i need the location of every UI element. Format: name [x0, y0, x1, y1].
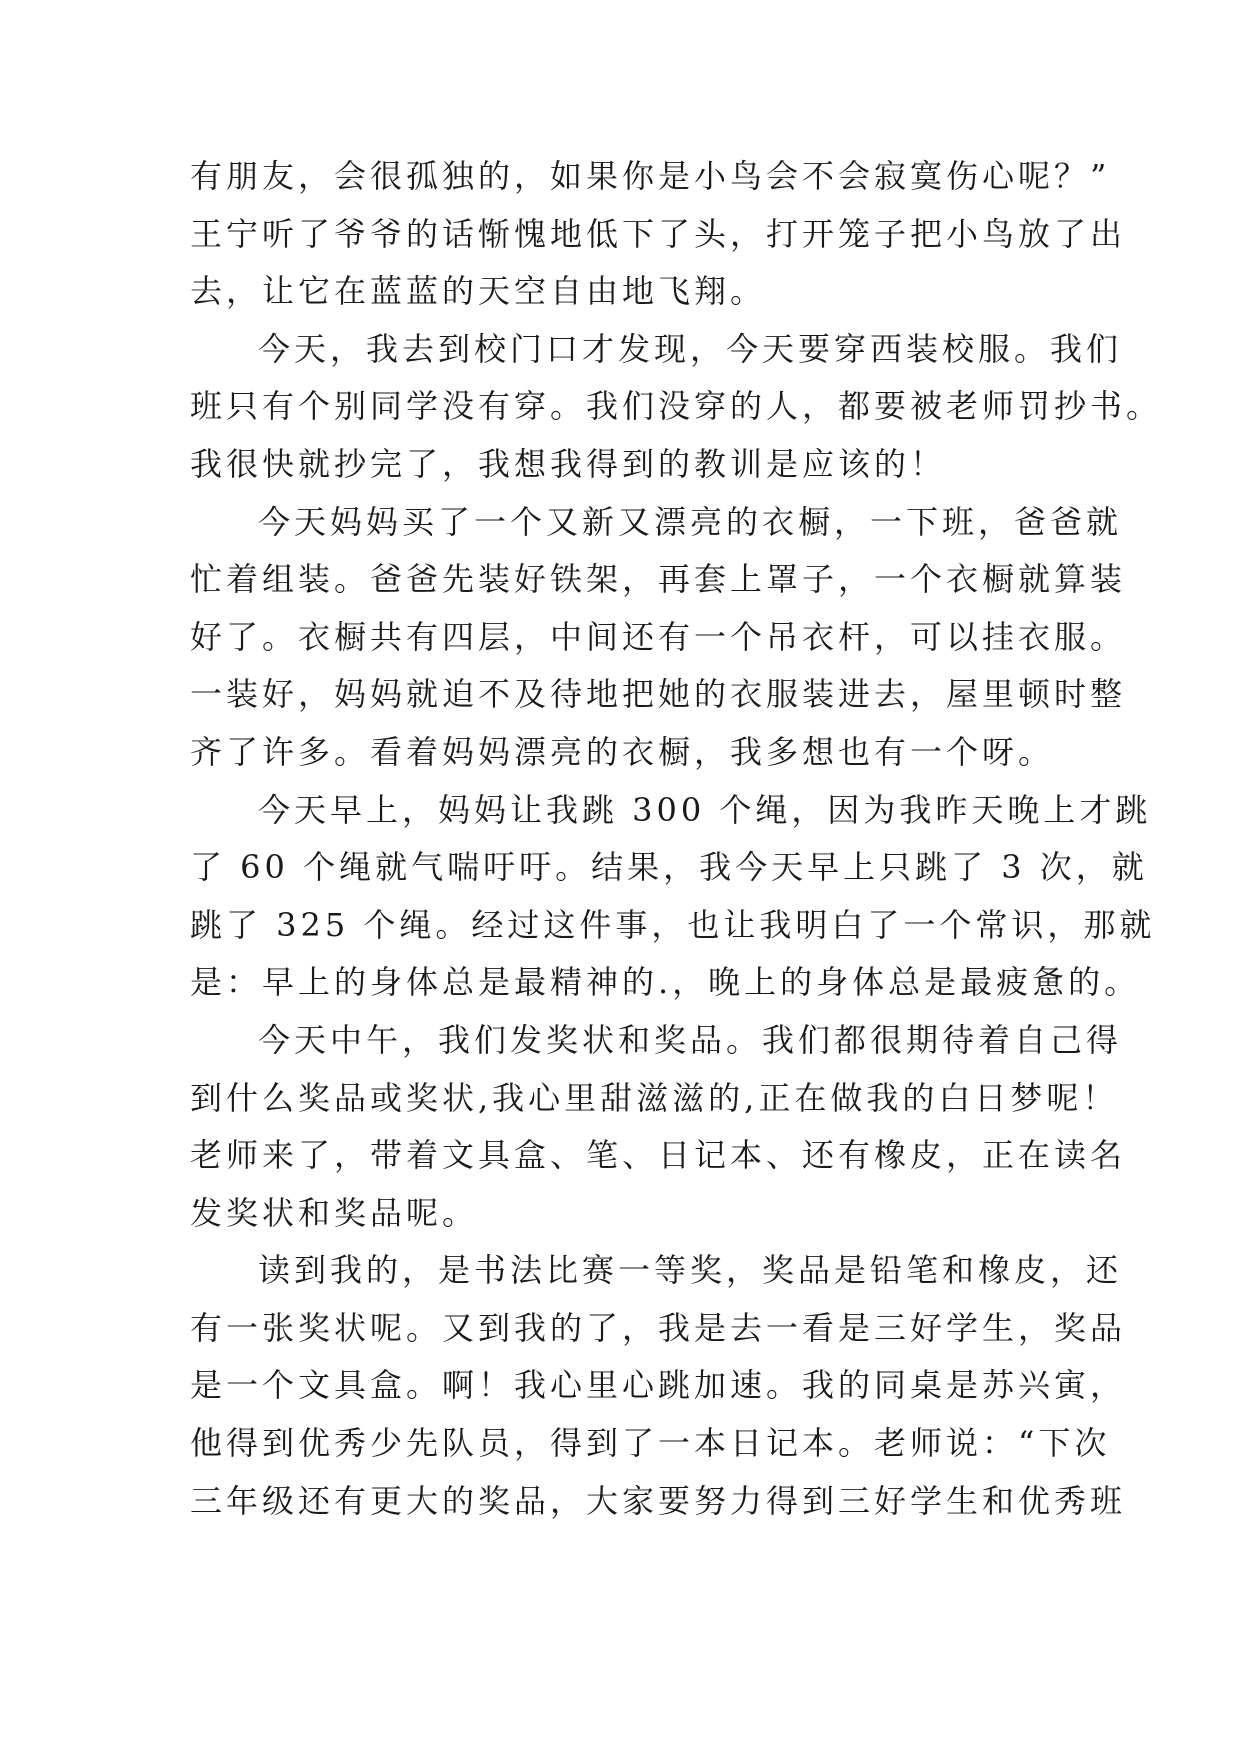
text-line: 去，让它在蓝蓝的天空自由地飞翔。: [190, 272, 767, 311]
text-line: 到什么奖品或奖状,我心里甜滋滋的,正在做我的白日梦呢！: [190, 1078, 1119, 1117]
text-line: 是：早上的身体总是最精神的.，晚上的身体总是最疲惫的。: [190, 963, 1141, 1002]
paragraph-start-line: 今天，我去到校门口才发现，今天要穿西装校服。我们: [258, 329, 1123, 368]
text-line: 有一张奖状呢。又到我的了，我是去一看是三好学生，奖品: [190, 1308, 1127, 1347]
document-body: [190, 148, 1163, 1530]
text-line: 忙着组装。爸爸先装好铁架，再套上罩子，一个衣橱就算装: [190, 560, 1127, 599]
text-line: 是一个文具盒。啊！我心里心跳加速。我的同桌是苏兴寅，: [190, 1366, 1127, 1405]
text-line: 一装好，妈妈就迫不及待地把她的衣服装进去，屋里顿时整: [190, 675, 1127, 714]
text-line: 发奖状和奖品呢。: [190, 1193, 479, 1232]
text-line: 好了。衣橱共有四层，中间还有一个吊衣杆，可以挂衣服。: [190, 617, 1127, 656]
text-line: 老师来了，带着文具盒、笔、日记本、还有橡皮，正在读名: [190, 1136, 1127, 1175]
text-line: 跳了 325 个绳。经过这件事，也让我明白了一个常识，那就: [190, 905, 1156, 944]
text-line: 王宁听了爷爷的话惭愧地低下了头，打开笼子把小鸟放了出: [190, 214, 1127, 253]
paragraph-start-line: 今天中午，我们发奖状和奖品。我们都很期待着自己得: [258, 1020, 1123, 1059]
text-line: 班只有个别同学没有穿。我们没穿的人，都要被老师罚抄书。: [190, 387, 1163, 426]
text-line: 有朋友，会很孤独的，如果你是小鸟会不会寂寞伤心呢？”: [190, 157, 1111, 195]
text-line: 了 60 个绳就气喘吁吁。结果，我今天早上只跳了 3 次，就: [190, 848, 1148, 887]
text-line: 齐了许多。看着妈妈漂亮的衣橱，我多想也有一个呀。: [190, 732, 1055, 771]
text-line: 三年级还有更大的奖品，大家要努力得到三好学生和优秀班: [190, 1481, 1127, 1520]
paragraph-start-line: 今天早上，妈妈让我跳 300 个绳，因为我昨天晚上才跳: [258, 790, 1152, 829]
text-line: 他得到优秀少先队员，得到了一本日记本。老师说：“下次: [190, 1424, 1111, 1463]
text-line: 我很快就抄完了，我想我得到的教训是应该的！: [190, 444, 947, 483]
paragraph-start-line: 读到我的，是书法比赛一等奖，奖品是铅笔和橡皮，还: [258, 1251, 1123, 1290]
paragraph-start-line: 今天妈妈买了一个又新又漂亮的衣橱，一下班，爸爸就: [258, 502, 1123, 541]
